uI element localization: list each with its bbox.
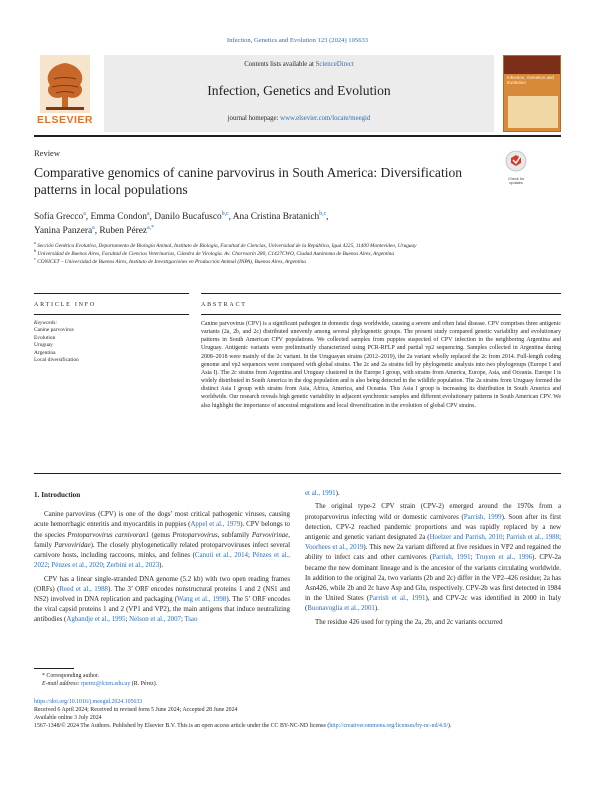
citation-link[interactable]: Tsao xyxy=(184,616,198,624)
footnote-rule xyxy=(34,668,74,669)
affiliation-text: Sección Genética Evolutiva, Departamento de Biología Animal, Instituto de Biología, Facultad de Ciencias, Universidad de la República, Iguá 4225, 11400 Montevideo, Uruguay xyxy=(37,243,417,249)
citation-link[interactable]: et al., 1991 xyxy=(305,490,336,497)
journal-cover-image xyxy=(503,55,561,132)
citation-link[interactable]: Pénzes et al., 2022 xyxy=(34,552,291,570)
author-name[interactable]: Ruben Pérez xyxy=(99,226,148,236)
citation-link[interactable]: Buonavoglia et al., 2001 xyxy=(307,605,375,613)
body-text: ). Soon after its first detection, CPV-2 reached pandemic proportions and was rapidly replaced by a new antigenic and genetic variant designated 2a ( xyxy=(305,513,562,541)
author-name[interactable]: Sofía Grecco xyxy=(34,212,84,222)
keyword: Uruguay xyxy=(34,342,53,349)
citation-link[interactable]: Nelson et al., 2007 xyxy=(129,616,181,624)
publication-info xyxy=(34,699,561,731)
received-dates: Received 6 April 2024; Received in revised form 5 June 2024; Accepted 28 June 2024 xyxy=(34,706,238,713)
body-text: ; xyxy=(181,616,185,624)
keyword: Evolution xyxy=(34,334,56,341)
citation-link[interactable]: Canuti et al., 2014 xyxy=(194,552,249,560)
author[interactable] xyxy=(99,226,154,236)
cover-band xyxy=(504,56,560,74)
author-list: Sofía Grecco$^a$, Emma Condon$^a$, Danilo Bucafusco$^{b,c}$, Ana Cristina Bratanich$^{b,c}$, Yanina Panzera$^a$, Ruben Pérez$^{a,*}$ xyxy=(34,210,329,236)
author[interactable] xyxy=(34,212,86,222)
affiliation xyxy=(34,255,561,267)
author-affiliation-marker[interactable]: a xyxy=(92,224,95,231)
body-paragraph xyxy=(305,618,561,628)
cover-title: Infection, Genetics and Evolution xyxy=(507,75,554,86)
author-name[interactable]: Ana Cristina Bratanich xyxy=(232,212,320,222)
body-text: ; xyxy=(125,616,130,624)
body-text: ; xyxy=(248,552,253,560)
body-text: ). The 5’ ORF encodes the viral capsid proteins 1 and 2 (VP1 and VP2), the main antigens that induce neutralizing antibodies ( xyxy=(34,596,290,624)
body-paragraph xyxy=(34,575,290,626)
keywords-block xyxy=(34,320,189,364)
italic-text: Protoparvovirus xyxy=(172,531,218,539)
citation-link[interactable]: Parrish et al., 1988 xyxy=(506,534,560,541)
italic-text: Parvoviridae xyxy=(54,541,91,549)
citation-link[interactable]: Appel et al., 1979 xyxy=(190,521,241,529)
body-text: Canine parvovirus (CPV) is one of the dogs’ most critical pathogenic viruses, causing acute hemorrhagic enteritis and myocarditis in puppies ( xyxy=(34,511,290,529)
body-paragraph xyxy=(305,502,561,614)
license-statement xyxy=(34,723,561,731)
body-text: (genus xyxy=(149,531,173,539)
body-text: ), and CPV-2c was identified in 2000 in Italy ( xyxy=(305,595,561,613)
citation-link[interactable]: Reed et al., 1988 xyxy=(59,585,109,593)
citation-link[interactable]: Wang et al., 1998 xyxy=(177,596,227,604)
citation-link[interactable]: Agbandje et al., 1995 xyxy=(66,616,126,624)
keyword: Canine parvovirus xyxy=(34,327,74,334)
citation-link[interactable]: Parrish, 1999 xyxy=(463,513,502,521)
affiliation-text: CONICET – Universidad de Buenos Aires, Instituto de Investigaciones en Producción Animal (INPA), Buenos Aires, Argentina xyxy=(37,258,306,265)
body-text: ; xyxy=(502,534,507,541)
body-paragraph xyxy=(305,489,561,499)
license-suffix: ). xyxy=(448,722,452,729)
journal-masthead xyxy=(34,55,561,132)
check-updates-icon xyxy=(505,150,527,172)
author-affiliation-marker[interactable]: b,c xyxy=(319,210,327,217)
abstract-heading: ABSTRACT xyxy=(201,302,247,308)
author[interactable] xyxy=(154,212,228,222)
sciencedirect-link[interactable]: ScienceDirect xyxy=(315,61,354,68)
body-text: ; xyxy=(47,562,52,570)
body-column-left xyxy=(34,490,290,629)
contents-line xyxy=(104,61,494,68)
author-affiliation-marker[interactable]: a xyxy=(146,210,150,217)
journal-homepage-link[interactable]: www.elsevier.com/locate/meegid xyxy=(280,115,371,122)
citation-link[interactable]: Voorhees et al., 2019 xyxy=(305,544,364,552)
body-text: , subfamily xyxy=(217,531,252,539)
license-link[interactable]: http://creativecommons.org/licenses/by-nc-nd/4.0/ xyxy=(329,722,449,729)
email-label: E-mail address: xyxy=(42,681,82,687)
affiliation-list xyxy=(34,240,561,266)
license-prefix: 1567-1348/© 2024 The Authors. Published by Elsevier B.V. This is an open access article under the CC BY-NC-ND license ( xyxy=(34,722,330,729)
abstract-top-rule xyxy=(201,293,561,294)
affiliation-marker: a xyxy=(34,240,36,246)
citation-link[interactable]: Hoelzer and Parrish, 2010 xyxy=(429,534,503,541)
article-type: Review xyxy=(34,148,60,158)
author[interactable] xyxy=(233,212,326,222)
italic-text: Protoparvovirus carnivoran1 xyxy=(67,531,150,539)
article-title: Comparative genomics of canine parvovirus in South America: Diversification patterns in local populations xyxy=(34,165,463,197)
check-updates-label: Check for updates xyxy=(507,177,525,186)
body-paragraph xyxy=(34,510,290,571)
author-affiliation-marker[interactable]: a,* xyxy=(147,224,154,231)
author-affiliation-marker[interactable]: b,c xyxy=(221,210,229,217)
info-top-rule xyxy=(34,293,189,294)
keyword: Argentina xyxy=(34,349,56,356)
section-heading: 1. Introduction xyxy=(34,491,81,499)
contents-prefix: Contents lists available at xyxy=(244,61,316,68)
author-affiliation-marker[interactable]: a xyxy=(83,210,86,217)
italic-text: Parvovirinae xyxy=(251,531,289,539)
body-text: ). xyxy=(159,562,164,570)
body-text: CPV has a linear single-stranded DNA genome (5.2 kb) with two open reading frames (ORFs) ( xyxy=(34,575,290,593)
body-column-right xyxy=(305,489,561,631)
body-text: ; xyxy=(470,554,476,562)
body-text: ). The 3’ ORF encodes nonstructural proteins 1 and 2 (NS1 and NS2) involved in DNA replication and packaging ( xyxy=(34,585,291,604)
email-note xyxy=(34,680,290,688)
body-text: ). CPV belongs to the species xyxy=(34,521,290,539)
elsevier-logo xyxy=(34,55,96,129)
body-text: ). The closely phylogenetically related protoparvoviruses infect several carnivore hosts, including raccoons, minks, and felines ( xyxy=(34,541,290,560)
affiliation-marker: c xyxy=(34,255,36,261)
body-text: ). xyxy=(374,605,379,613)
online-date: Available online 3 July 2024 xyxy=(34,714,102,721)
body-text: ). xyxy=(335,490,340,497)
citation-link[interactable]: Parrish, 1991 xyxy=(432,554,471,562)
masthead-center-panel xyxy=(104,55,494,132)
abstract-bottom-rule xyxy=(34,473,561,474)
body-text: ; xyxy=(559,534,561,541)
elsevier-tree-icon xyxy=(40,55,90,113)
body-text: The original type-2 CPV strain (CPV-2) emerged around the 1970s from a protoparvovirus infecting wild or domestic carnivores ( xyxy=(305,503,561,521)
author[interactable] xyxy=(90,212,149,222)
citation-link[interactable]: Parrish et al., 1991 xyxy=(369,595,426,603)
email-suffix: (R. Pérez). xyxy=(130,681,158,687)
body-text: ). This new 2a variant differed at five residues in VP2 and regained the ability to infect cats and other carnivores ( xyxy=(305,544,561,562)
homepage-prefix: journal homepage: xyxy=(227,115,281,122)
article-info-heading: ARTICLE INFO xyxy=(34,302,97,308)
citation-link[interactable]: Pénzes et al., 2020 xyxy=(51,562,103,570)
journal-title: Infection, Genetics and Evolution xyxy=(207,83,391,98)
keywords-label: Keywords: xyxy=(34,320,58,326)
corresponding-author-note: * Corresponding author. xyxy=(42,673,100,679)
journal-reference-link[interactable]: Infection, Genetics and Evolution 123 (2024) 105633 xyxy=(226,37,369,44)
doi-link[interactable]: https://doi.org/10.1016/j.meegid.2024.105633 xyxy=(34,699,143,705)
abstract-heading-rule xyxy=(201,314,561,315)
abstract-text: Canine parvovirus (CPV) is a significant pathogen in domestic dogs worldwide, causing a severe and often fatal disease. CPV comprises three antigenic variants (2a, 2b, and 2c) distributed unevenly among several phylogenetic groups. The present study compared genetic variability and evolutionary patterns in South American CPV populations. We collected samples from puppies suspected of CPV infection in the neighboring Argentina and Uruguay. Antigenic variants were preliminarily characterized using PCR-RFLP and partial vp2 sequencing. Samples collected in Argentina during 2008–2018 were mainly of the 2c variant. In the Uruguayan strains (2012–2019), the 2a variant wholly replaced the 2c from 2014. Full-length coding genome and vp2 sequences were compared with global strains. The 2c and 2a strains fell by phylogenetic analysis into two phylogroups (Europe I and Asia I). The 2c strains from Argentina and Uruguay clustered in the Europe I group, with strains from America, Europe, Asia, and Oceania. Europe I is widely distributed in South America in the dog population and is also being detected in the wildlife population. The 2a strains from Uruguay formed the distinct Asia I group with strains from Asia, Africa, America, and Oceania. This Asia I group is increasing its distribution in South America and worldwide. Our research reveals high genetic variability in adjacent synchronic samples and different evolutionary patterns in South American CPV. We also highlight the importance of ancestral migrations and local diversification in the evolution of global CPV strains. xyxy=(201,321,561,409)
keyword: Local diversification xyxy=(34,357,79,364)
affiliation-text: Universidad de Buenos Aires, Facultad de Ciencias Veterinarias, Cátedra de Virología. Av. Chorroarín 280, C1427CWO, Ciudad Autónoma de Buenos Aires, Argentina xyxy=(37,250,395,257)
author-name[interactable]: Emma Condon xyxy=(90,212,147,222)
citation-link[interactable]: Zerbini et al., 2023 xyxy=(106,562,160,570)
citation-link[interactable]: Truyen et al., 1996 xyxy=(475,554,533,562)
author-name[interactable]: Yanina Panzera xyxy=(34,226,93,236)
body-text: The residue 426 used for typing the 2a, 2b, and 2c variants occurred xyxy=(315,618,503,626)
elsevier-wordmark: ELSEVIER xyxy=(37,114,93,126)
footnotes xyxy=(34,672,290,688)
cover-illustration xyxy=(508,96,558,128)
body-text: ). CPV-2a became the new dominant lineage and is the ancestor of the variants circulating worldwide. In addition to the original 2a, two variants (2b and 2c) differ in the VP2–426 residue; 2a has Asn426, while 2b and 2c have Asp and Glu, respectively. CPV-2b was first detected in 1984 in the United States ( xyxy=(305,554,561,603)
body-text: ; xyxy=(102,562,107,570)
info-heading-rule xyxy=(34,314,189,315)
author[interactable] xyxy=(34,226,95,236)
email-link[interactable]: rperez@fcien.edu.uy xyxy=(81,681,131,687)
author-name[interactable]: Danilo Bucafusco xyxy=(154,212,222,222)
affiliation xyxy=(34,248,561,259)
left-paragraphs xyxy=(34,510,290,625)
keywords-list xyxy=(34,327,189,364)
check-for-updates-button[interactable] xyxy=(502,150,530,186)
body-text: , family xyxy=(34,531,290,549)
homepage-line xyxy=(104,115,494,122)
affiliation-marker: b xyxy=(34,248,37,254)
masthead-rule xyxy=(34,135,561,137)
